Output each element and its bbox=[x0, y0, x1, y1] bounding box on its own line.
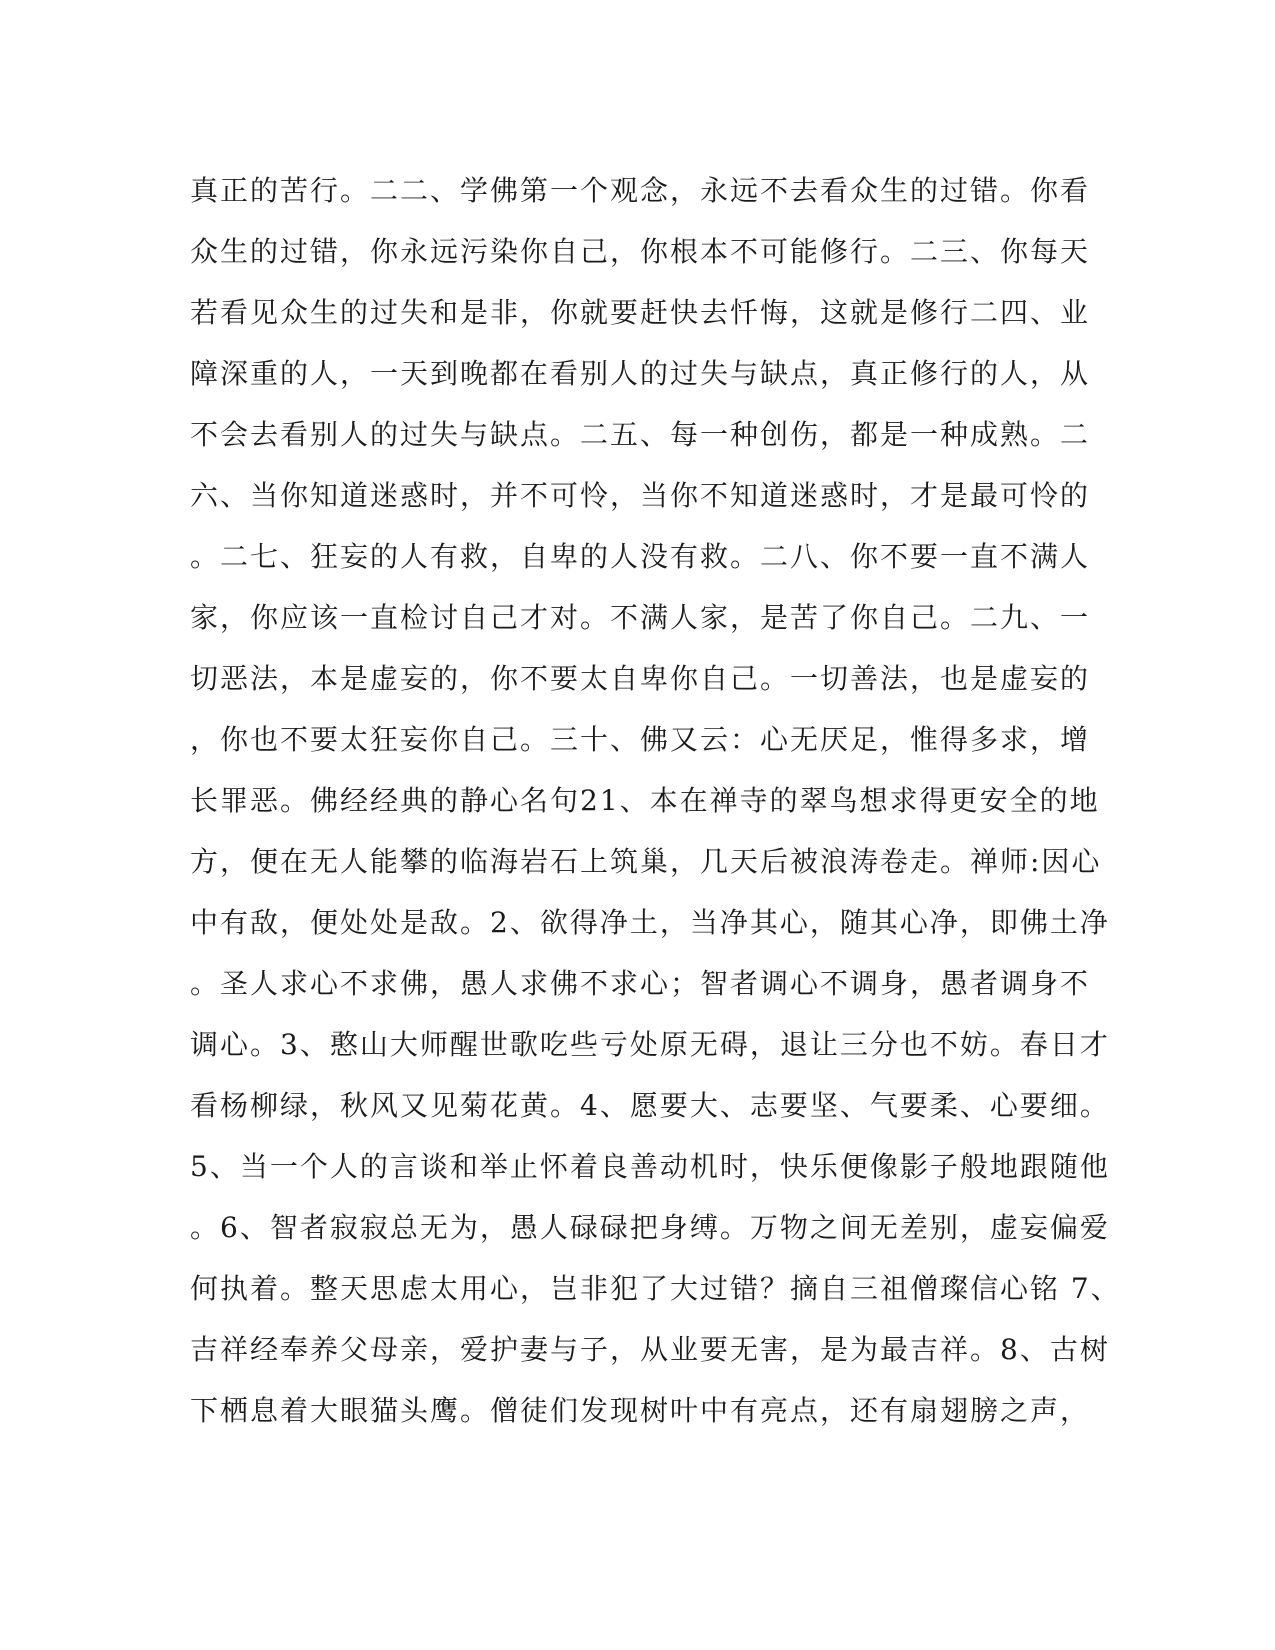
text-line-14: 。圣人求心不求佛，愚人求佛不求心；智者调心不调身，愚者调身不 bbox=[190, 967, 1091, 1000]
text-line-10: ，你也不要太狂妄你自己。三十、佛又云：心无厌足，惟得多求，增 bbox=[190, 723, 1091, 756]
text-line-1: 真正的苦行。二二、学佛第一个观念，永远不去看众生的过错。你看 bbox=[190, 174, 1091, 207]
body-text bbox=[190, 160, 1121, 1441]
text-line-19: 何执着。整天思虑太用心，岂非犯了大过错？摘自三祖僧璨信心铭 7、 bbox=[190, 1272, 1121, 1305]
text-line-3: 若看见众生的过失和是非，你就要赶快去忏悔，这就是修行二四、业 bbox=[190, 296, 1091, 329]
text-line-20: 吉祥经奉养父母亲，爱护妻与子，从业要无害，是为最吉祥。8、古树 bbox=[190, 1333, 1110, 1366]
text-line-12: 方，便在无人能攀的临海岩石上筑巢，几天后被浪涛卷走。禅师:因心 bbox=[190, 845, 1102, 878]
text-line-13: 中有敌，便处处是敌。2、欲得净土，当净其心，随其心净，即佛土净 bbox=[190, 906, 1110, 939]
text-line-5: 不会去看别人的过失与缺点。二五、每一种创伤，都是一种成熟。二 bbox=[190, 418, 1091, 451]
text-line-9: 切恶法，本是虚妄的，你不要太自卑你自己。一切善法，也是虚妄的 bbox=[190, 662, 1091, 695]
text-line-21: 下栖息着大眼猫头鹰。僧徒们发现树叶中有亮点，还有扇翅膀之声， bbox=[190, 1394, 1091, 1427]
text-line-6: 六、当你知道迷惑时，并不可怜，当你不知道迷惑时，才是最可怜的 bbox=[190, 479, 1091, 512]
text-line-18: 。6、智者寂寂总无为，愚人碌碌把身缚。万物之间无差别，虚妄偏爱 bbox=[190, 1211, 1110, 1244]
text-line-17: 5、当一个人的言谈和举止怀着良善动机时，快乐便像影子般地跟随他 bbox=[190, 1150, 1110, 1183]
text-line-7: 。二七、狂妄的人有救，自卑的人没有救。二八、你不要一直不满人 bbox=[190, 540, 1091, 573]
text-line-2: 众生的过错，你永远污染你自己，你根本不可能修行。二三、你每天 bbox=[190, 235, 1091, 268]
text-line-16: 看杨柳绿，秋风又见菊花黄。4、愿要大、志要坚、气要柔、心要细。 bbox=[190, 1089, 1110, 1122]
text-line-4: 障深重的人，一天到晚都在看别人的过失与缺点，真正修行的人，从 bbox=[190, 357, 1091, 390]
text-line-8: 家，你应该一直检讨自己才对。不满人家，是苦了你自己。二九、一 bbox=[190, 601, 1091, 634]
text-line-15: 调心。3、憨山大师醒世歌吃些亏处原无碍，退让三分也不妨。春日才 bbox=[190, 1028, 1110, 1061]
text-line-11: 长罪恶。佛经经典的静心名句21、本在禅寺的翠鸟想求得更安全的地 bbox=[190, 784, 1100, 817]
